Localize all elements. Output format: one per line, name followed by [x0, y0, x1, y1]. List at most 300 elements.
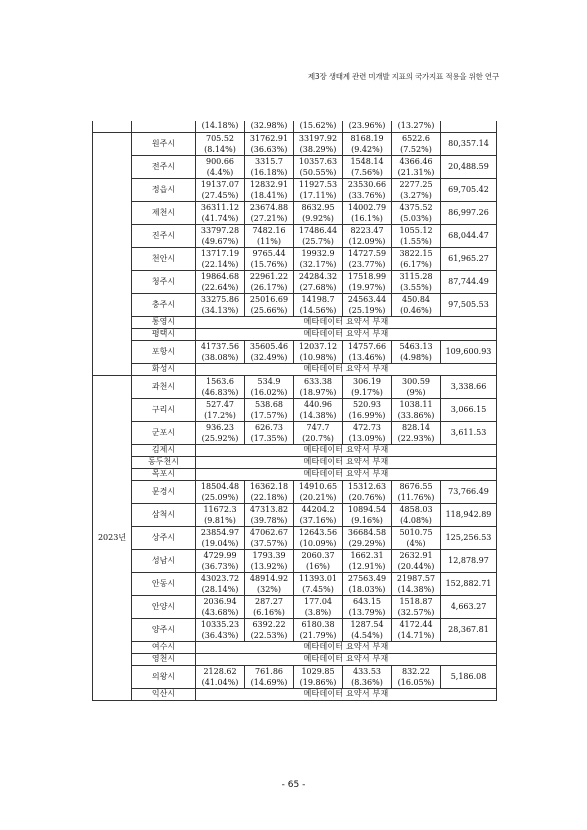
value-percent: (17.11%)	[299, 190, 337, 200]
value-cell	[343, 526, 392, 549]
value-cell	[245, 595, 294, 618]
value-amount: 14910.65	[298, 481, 338, 491]
name-cell-empty	[132, 121, 196, 132]
value-percent: (36.73%)	[201, 561, 239, 571]
value-amount: 19932.9	[301, 248, 335, 258]
value-percent: (17.57%)	[250, 410, 288, 420]
value-percent: (22.53%)	[250, 630, 288, 640]
value-percent: (46.83%)	[201, 387, 239, 397]
value-amount: 14727.59	[347, 248, 387, 258]
city-name: 양주시	[132, 618, 196, 641]
value-cell	[245, 665, 294, 688]
value-percent: (29.29%)	[348, 538, 386, 548]
value-amount: 900.66	[206, 156, 234, 166]
value-cell	[294, 201, 343, 224]
value-percent: (4.54%)	[351, 630, 383, 640]
value-percent: (18.97%)	[299, 387, 337, 397]
total-cell: 125,256.53	[441, 526, 497, 549]
city-name: 삼척시	[132, 503, 196, 526]
value-cell	[343, 132, 392, 155]
value-amount: 1662.31	[350, 550, 384, 560]
value-percent: (33.76%)	[348, 190, 386, 200]
value-cell	[196, 665, 245, 688]
table-row	[93, 375, 497, 398]
value-cell	[294, 421, 343, 444]
value-percent: (8.36%)	[351, 677, 383, 687]
value-percent: (16.18%)	[250, 167, 288, 177]
table-row	[93, 480, 497, 503]
table-row	[93, 526, 497, 549]
value-amount: 3115.28	[399, 271, 433, 281]
value-percent: (27.68%)	[299, 282, 337, 292]
value-cell	[245, 375, 294, 398]
value-amount: 23854.97	[200, 527, 240, 537]
value-cell	[196, 572, 245, 595]
value-cell	[196, 132, 245, 155]
value-amount: 2277.25	[399, 179, 433, 189]
value-percent: (14.18%)	[196, 121, 245, 132]
value-amount: 287.27	[255, 596, 283, 606]
page-number: - 65 -	[281, 780, 306, 790]
table-row	[93, 247, 497, 270]
city-name: 통영시	[132, 316, 196, 328]
value-amount: 626.73	[255, 422, 283, 432]
value-cell	[392, 224, 441, 247]
value-cell	[343, 665, 392, 688]
value-amount: 177.04	[304, 596, 332, 606]
value-cell	[343, 270, 392, 293]
value-cell	[196, 595, 245, 618]
value-amount: 520.93	[353, 399, 381, 409]
value-cell	[294, 595, 343, 618]
value-percent: (5.03%)	[400, 213, 432, 223]
value-percent: (32.17%)	[299, 259, 337, 269]
value-percent: (23.96%)	[343, 121, 392, 132]
value-cell	[343, 618, 392, 641]
value-percent: (25.7%)	[302, 236, 334, 246]
value-amount: 472.73	[353, 422, 381, 432]
data-table	[92, 121, 497, 701]
value-percent: (38.08%)	[201, 352, 239, 362]
value-percent: (41.74%)	[201, 213, 239, 223]
value-cell	[343, 398, 392, 421]
value-cell	[343, 572, 392, 595]
city-name: 전주시	[132, 155, 196, 178]
value-amount: 21987.57	[396, 573, 436, 583]
table-row	[93, 653, 497, 665]
city-name: 안양시	[132, 595, 196, 618]
total-cell: 12,878.97	[441, 549, 497, 572]
value-amount: 2128.62	[203, 666, 237, 676]
value-amount: 11393.01	[298, 573, 338, 583]
value-cell	[392, 526, 441, 549]
value-amount: 47313.82	[249, 504, 289, 514]
total-cell: 80,357.14	[441, 132, 497, 155]
value-cell	[294, 224, 343, 247]
value-percent: (25.66%)	[250, 305, 288, 315]
value-percent: (15.62%)	[294, 121, 343, 132]
value-cell	[392, 595, 441, 618]
value-percent: (6.17%)	[400, 259, 432, 269]
value-cell	[343, 293, 392, 316]
city-name: 동두천시	[132, 456, 196, 468]
value-percent: (10.98%)	[299, 352, 337, 362]
value-cell	[294, 549, 343, 572]
value-amount: 13717.19	[200, 248, 240, 258]
value-amount: 3822.15	[399, 248, 433, 258]
value-amount: 1563.6	[206, 376, 234, 386]
value-amount: 12832.91	[249, 179, 289, 189]
value-cell	[294, 618, 343, 641]
value-cell	[392, 572, 441, 595]
city-name: 청주시	[132, 270, 196, 293]
value-percent: (11.76%)	[397, 492, 435, 502]
value-cell	[343, 340, 392, 363]
missing-metadata-note: 메타데이터 요약서 부재	[196, 316, 497, 328]
value-percent: (39.78%)	[250, 515, 288, 525]
value-percent: (0.46%)	[400, 305, 432, 315]
value-percent: (9.42%)	[351, 144, 383, 154]
city-name: 여수시	[132, 641, 196, 653]
value-cell	[245, 421, 294, 444]
value-percent: (12.09%)	[348, 236, 386, 246]
value-amount: 2060.37	[301, 550, 335, 560]
value-percent: (7.56%)	[351, 167, 383, 177]
value-cell	[294, 132, 343, 155]
value-amount: 25016.69	[249, 294, 289, 304]
city-name: 포항시	[132, 340, 196, 363]
value-percent: (13.27%)	[392, 121, 441, 132]
city-name: 진주시	[132, 224, 196, 247]
value-percent: (43.68%)	[201, 607, 239, 617]
value-amount: 8632.95	[301, 202, 335, 212]
value-percent: (20.44%)	[397, 561, 435, 571]
value-amount: 828.14	[402, 422, 430, 432]
value-cell	[343, 178, 392, 201]
value-amount: 12037.12	[298, 341, 338, 351]
value-amount: 18504.48	[200, 481, 240, 491]
value-percent: (19.97%)	[348, 282, 386, 292]
year-label: 2023년	[93, 375, 132, 700]
city-name: 성남시	[132, 549, 196, 572]
city-name: 문경시	[132, 480, 196, 503]
value-amount: 306.19	[353, 376, 381, 386]
value-cell	[196, 375, 245, 398]
value-amount: 48914.92	[249, 573, 289, 583]
value-cell	[294, 503, 343, 526]
value-cell	[196, 340, 245, 363]
table-row	[93, 155, 497, 178]
value-amount: 12643.56	[298, 527, 338, 537]
value-amount: 24563.44	[347, 294, 387, 304]
city-name: 김제시	[132, 444, 196, 456]
value-cell	[294, 480, 343, 503]
value-cell	[294, 526, 343, 549]
value-percent: (49.67%)	[201, 236, 239, 246]
value-amount: 15312.63	[347, 481, 387, 491]
value-percent: (9%)	[406, 387, 426, 397]
value-percent: (38.29%)	[299, 144, 337, 154]
total-cell: 152,882.71	[441, 572, 497, 595]
city-name: 익산시	[132, 688, 196, 700]
value-cell	[196, 421, 245, 444]
value-percent: (22.18%)	[250, 492, 288, 502]
table-row	[93, 665, 497, 688]
missing-metadata-note: 메타데이터 요약서 부재	[196, 444, 497, 456]
value-percent: (25.19%)	[348, 305, 386, 315]
missing-metadata-note: 메타데이터 요약서 부재	[196, 653, 497, 665]
value-percent: (36.63%)	[250, 144, 288, 154]
value-amount: 8223.47	[350, 225, 384, 235]
table-row-continued	[93, 121, 497, 132]
value-percent: (3.8%)	[304, 607, 332, 617]
value-percent: (41.04%)	[201, 677, 239, 687]
value-percent: (4%)	[406, 538, 426, 548]
value-percent: (3.27%)	[400, 190, 432, 200]
total-cell: 118,942.89	[441, 503, 497, 526]
value-cell	[245, 340, 294, 363]
value-percent: (16.02%)	[250, 387, 288, 397]
city-name: 영천시	[132, 653, 196, 665]
value-percent: (3.55%)	[400, 282, 432, 292]
value-cell	[392, 375, 441, 398]
value-amount: 17486.44	[298, 225, 338, 235]
value-cell	[196, 178, 245, 201]
value-percent: (25.09%)	[201, 492, 239, 502]
table-row	[93, 595, 497, 618]
table-row	[93, 503, 497, 526]
city-name: 천안시	[132, 247, 196, 270]
value-percent: (15.76%)	[250, 259, 288, 269]
value-amount: 440.96	[304, 399, 332, 409]
city-name: 의왕시	[132, 665, 196, 688]
value-cell	[392, 503, 441, 526]
value-amount: 4858.03	[399, 504, 433, 514]
value-percent: (22.93%)	[397, 433, 435, 443]
value-amount: 19864.68	[200, 271, 240, 281]
total-cell: 5,186.08	[441, 665, 497, 688]
value-cell	[392, 549, 441, 572]
value-percent: (12.91%)	[348, 561, 386, 571]
table-row	[93, 293, 497, 316]
total-cell-empty	[441, 121, 497, 132]
value-amount: 936.23	[206, 422, 234, 432]
value-cell	[196, 224, 245, 247]
value-percent: (32.98%)	[245, 121, 294, 132]
value-cell	[343, 549, 392, 572]
value-percent: (4.98%)	[400, 352, 432, 362]
value-amount: 2036.94	[203, 596, 237, 606]
value-amount: 9765.44	[252, 248, 286, 258]
value-cell	[245, 398, 294, 421]
value-cell	[245, 480, 294, 503]
value-cell	[392, 178, 441, 201]
value-amount: 10894.54	[347, 504, 387, 514]
table-row	[93, 688, 497, 700]
city-name: 군포시	[132, 421, 196, 444]
value-percent: (18.41%)	[250, 190, 288, 200]
value-cell	[294, 398, 343, 421]
total-cell: 3,066.15	[441, 398, 497, 421]
value-amount: 3315.7	[255, 156, 283, 166]
value-cell	[196, 503, 245, 526]
value-percent: (14.69%)	[250, 677, 288, 687]
value-percent: (9.17%)	[351, 387, 383, 397]
value-percent: (6.16%)	[253, 607, 285, 617]
value-amount: 19137.07	[200, 179, 240, 189]
value-amount: 31762.91	[249, 133, 289, 143]
value-amount: 300.59	[402, 376, 430, 386]
value-percent: (16.05%)	[397, 677, 435, 687]
total-cell: 3,611.53	[441, 421, 497, 444]
value-percent: (20.7%)	[302, 433, 334, 443]
running-header: 제3장 생태계 관련 미개발 지표의 국가지표 적용을 위한 연구	[307, 72, 499, 81]
total-cell: 28,367.81	[441, 618, 497, 641]
value-cell	[294, 270, 343, 293]
total-cell: 109,600.93	[441, 340, 497, 363]
table-row	[93, 224, 497, 247]
value-percent: (14.71%)	[397, 630, 435, 640]
value-cell	[392, 293, 441, 316]
city-name: 안동시	[132, 572, 196, 595]
value-percent: (16.99%)	[348, 410, 386, 420]
value-amount: 1055.12	[399, 225, 433, 235]
value-percent: (21.79%)	[299, 630, 337, 640]
city-name: 목포시	[132, 468, 196, 480]
value-amount: 1038.11	[399, 399, 433, 409]
value-cell	[196, 526, 245, 549]
value-amount: 761.86	[255, 666, 283, 676]
table-row	[93, 178, 497, 201]
value-percent: (13.79%)	[348, 607, 386, 617]
value-percent: (4.08%)	[400, 515, 432, 525]
value-percent: (28.14%)	[201, 584, 239, 594]
value-amount: 1029.85	[301, 666, 335, 676]
value-cell	[196, 155, 245, 178]
value-amount: 8676.55	[399, 481, 433, 491]
missing-metadata-note: 메타데이터 요약서 부재	[196, 363, 497, 375]
value-amount: 10335.23	[200, 619, 240, 629]
city-name: 구리시	[132, 398, 196, 421]
value-cell	[245, 132, 294, 155]
value-cell	[392, 421, 441, 444]
value-amount: 5463.13	[399, 341, 433, 351]
value-amount: 6522.6	[402, 133, 430, 143]
value-percent: (25.92%)	[201, 433, 239, 443]
value-percent: (20.76%)	[348, 492, 386, 502]
total-cell: 69,705.42	[441, 178, 497, 201]
value-cell	[392, 618, 441, 641]
value-percent: (13.92%)	[250, 561, 288, 571]
city-name: 평택시	[132, 328, 196, 340]
value-amount: 705.52	[206, 133, 234, 143]
value-amount: 47062.67	[249, 527, 289, 537]
value-amount: 1793.39	[252, 550, 286, 560]
value-percent: (36.43%)	[201, 630, 239, 640]
value-amount: 11672.3	[203, 504, 237, 514]
value-cell	[196, 293, 245, 316]
value-cell	[392, 247, 441, 270]
value-cell	[245, 526, 294, 549]
table-row	[93, 316, 497, 328]
total-cell: 61,965.27	[441, 247, 497, 270]
value-amount: 23530.66	[347, 179, 387, 189]
value-amount: 433.53	[353, 666, 381, 676]
value-amount: 538.68	[255, 399, 283, 409]
value-amount: 747.7	[306, 422, 330, 432]
total-cell: 4,663.27	[441, 595, 497, 618]
value-percent: (33.86%)	[397, 410, 435, 420]
value-amount: 534.9	[257, 376, 281, 386]
value-amount: 14198.7	[301, 294, 335, 304]
value-cell	[196, 398, 245, 421]
value-cell	[245, 549, 294, 572]
value-percent: (14.38%)	[299, 410, 337, 420]
value-cell	[294, 178, 343, 201]
value-amount: 22961.22	[249, 271, 289, 281]
value-cell	[245, 293, 294, 316]
value-cell	[343, 503, 392, 526]
value-amount: 4375.52	[399, 202, 433, 212]
value-cell	[392, 132, 441, 155]
value-amount: 35605.46	[249, 341, 289, 351]
table-row	[93, 421, 497, 444]
total-cell: 87,744.49	[441, 270, 497, 293]
value-amount: 14757.66	[347, 341, 387, 351]
city-name: 상주시	[132, 526, 196, 549]
value-cell	[343, 421, 392, 444]
value-amount: 1548.14	[350, 156, 384, 166]
value-amount: 1518.87	[399, 596, 433, 606]
value-percent: (37.57%)	[250, 538, 288, 548]
table-row	[93, 549, 497, 572]
value-percent: (26.17%)	[250, 282, 288, 292]
total-cell: 97,505.53	[441, 293, 497, 316]
value-amount: 832.22	[402, 666, 430, 676]
value-cell	[392, 270, 441, 293]
value-cell	[343, 375, 392, 398]
value-percent: (20.21%)	[299, 492, 337, 502]
total-cell: 68,044.47	[441, 224, 497, 247]
value-percent: (50.55%)	[299, 167, 337, 177]
value-percent: (32%)	[256, 584, 282, 594]
table-row	[93, 444, 497, 456]
value-percent: (16.1%)	[351, 213, 383, 223]
value-cell	[343, 201, 392, 224]
value-percent: (17.35%)	[250, 433, 288, 443]
value-percent: (19.04%)	[201, 538, 239, 548]
missing-metadata-note: 메타데이터 요약서 부재	[196, 468, 497, 480]
city-name: 제천시	[132, 201, 196, 224]
value-cell	[245, 270, 294, 293]
value-percent: (14.38%)	[397, 584, 435, 594]
value-amount: 23674.88	[249, 202, 289, 212]
value-amount: 527.47	[206, 399, 234, 409]
missing-metadata-note: 메타데이터 요약서 부재	[196, 688, 497, 700]
value-percent: (27.45%)	[201, 190, 239, 200]
value-amount: 4366.46	[399, 156, 433, 166]
value-amount: 10357.63	[298, 156, 338, 166]
value-percent: (4.4%)	[206, 167, 234, 177]
value-percent: (22.64%)	[201, 282, 239, 292]
value-cell	[343, 480, 392, 503]
table-row	[93, 641, 497, 653]
value-amount: 41737.56	[200, 341, 240, 351]
value-cell	[245, 247, 294, 270]
value-cell	[343, 224, 392, 247]
value-percent: (9.16%)	[351, 515, 383, 525]
value-percent: (7.52%)	[400, 144, 432, 154]
